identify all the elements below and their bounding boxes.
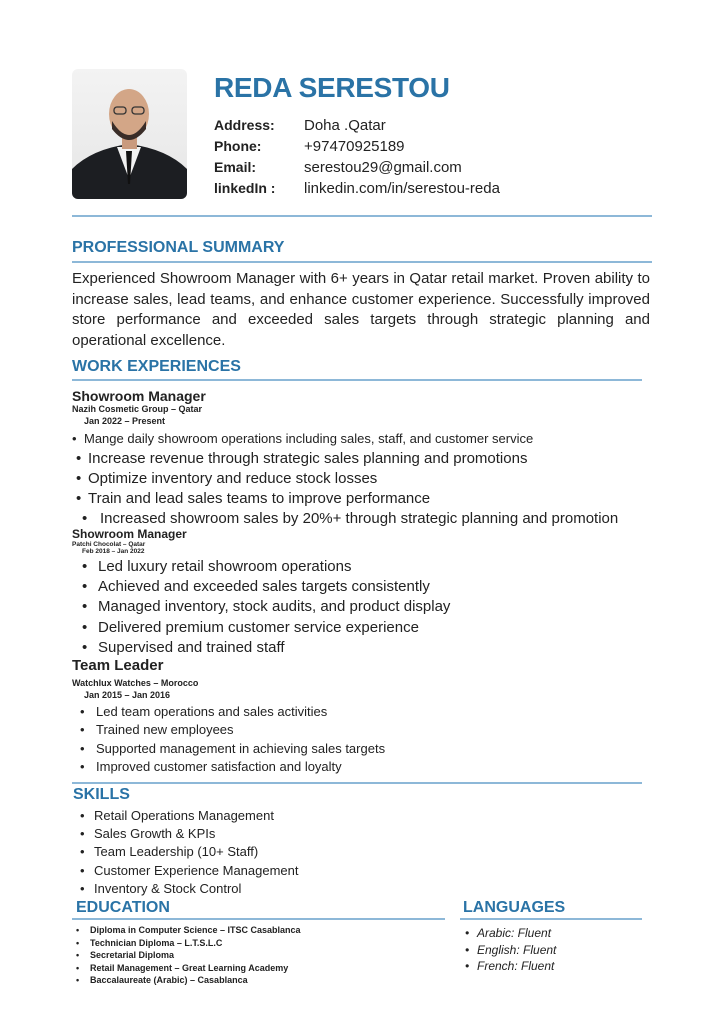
- skill-item: • Inventory & Stock Control: [80, 880, 299, 898]
- job-bullet: • Increased showroom sales by 20%+ through strategic planning and promotion: [82, 509, 672, 529]
- language-item: • English: Fluent: [465, 942, 556, 959]
- education-item: • Technician Diploma – L.T.S.L.C: [76, 937, 301, 950]
- skill-item: • Team Leadership (10+ Staff): [80, 843, 299, 861]
- education-item: • Retail Management – Great Learning Academy: [76, 962, 301, 975]
- divider: [72, 261, 652, 263]
- job-company: Nazih Cosmetic Group – Qatar: [72, 404, 203, 414]
- divider: [72, 918, 445, 920]
- job-bullet: • Led team operations and sales activities: [80, 703, 672, 721]
- work-heading: WORK EXPERIENCES: [72, 358, 241, 375]
- summary-text: Experienced Showroom Manager with 6+ years in Qatar retail market. Proven ability to increase sales, lead teams, and enhance customer experience. Successfully improved store performance and exceeded sales targets through strategic planning and operational excellence.: [72, 270, 650, 349]
- job-bullet: • Improved customer satisfaction and loyalty: [80, 758, 672, 776]
- education-item: • Secretarial Diploma: [76, 949, 301, 962]
- languages-heading: LANGUAGES: [463, 899, 566, 916]
- education-heading: EDUCATION: [76, 899, 170, 916]
- language-item: • French: Fluent: [465, 958, 556, 975]
- job-bullet: • Delivered premium customer service experience: [82, 618, 672, 638]
- job-bullet: • Supervised and trained staff: [82, 638, 672, 658]
- address-value: Doha .Qatar: [304, 117, 386, 134]
- job-title: Team Leader: [72, 657, 164, 674]
- job-bullet: • Trained new employees: [80, 721, 672, 739]
- phone-label: Phone:: [214, 138, 262, 154]
- phone-value: +97470925189: [304, 138, 405, 155]
- education-item: • Baccalaureate (Arabic) – Casablanca: [76, 974, 301, 987]
- job-dates: Feb 2018 – Jan 2022: [82, 548, 145, 555]
- job-bullet: • Increase revenue through strategic sales planning and promotions: [76, 449, 672, 469]
- job-bullet: • Train and lead sales teams to improve performance: [76, 489, 672, 509]
- job-dates: Jan 2015 – Jan 2016: [84, 690, 171, 700]
- job-1: [72, 388, 672, 529]
- summary-heading: PROFESSIONAL SUMMARY: [72, 239, 285, 256]
- job-bullet: • Managed inventory, stock audits, and product display: [82, 597, 672, 617]
- email-label: Email:: [214, 159, 257, 175]
- address-label: Address:: [214, 117, 275, 133]
- job-bullet: • Mange daily showroom operations including sales, staff, and customer service: [72, 429, 672, 449]
- candidate-name: REDA SERESTOU: [214, 72, 450, 103]
- job-title: Showroom Manager: [72, 388, 206, 404]
- email-value[interactable]: serestou29@gmail.com: [304, 159, 462, 176]
- linkedin-label: linkedIn :: [214, 180, 276, 196]
- language-item: • Arabic: Fluent: [465, 925, 556, 942]
- job-company: Watchlux Watches – Morocco: [72, 678, 199, 688]
- skill-item: • Customer Experience Management: [80, 862, 299, 880]
- job-title: Showroom Manager: [72, 527, 187, 541]
- profile-photo: [72, 69, 187, 199]
- divider: [72, 379, 642, 381]
- job-dates: Jan 2022 – Present: [84, 416, 166, 426]
- job-company: Patchi Chocolat – Qatar: [72, 541, 146, 548]
- divider: [460, 918, 642, 920]
- divider: [72, 215, 652, 217]
- job-bullet: • Optimize inventory and reduce stock losses: [76, 469, 672, 489]
- linkedin-value[interactable]: linkedin.com/in/serestou-reda: [304, 180, 500, 197]
- skill-item: • Retail Operations Management: [80, 807, 299, 825]
- job-bullet: • Achieved and exceeded sales targets consistently: [82, 577, 672, 597]
- skill-item: • Sales Growth & KPIs: [80, 825, 299, 843]
- job-3: [72, 657, 672, 776]
- divider: [72, 782, 642, 784]
- education-item: • Diploma in Computer Science – ITSC Casablanca: [76, 924, 301, 937]
- job-2: [72, 527, 672, 658]
- skills-heading: SKILLS: [73, 786, 130, 803]
- job-bullet: • Supported management in achieving sales targets: [80, 740, 672, 758]
- job-bullet: • Led luxury retail showroom operations: [82, 557, 672, 577]
